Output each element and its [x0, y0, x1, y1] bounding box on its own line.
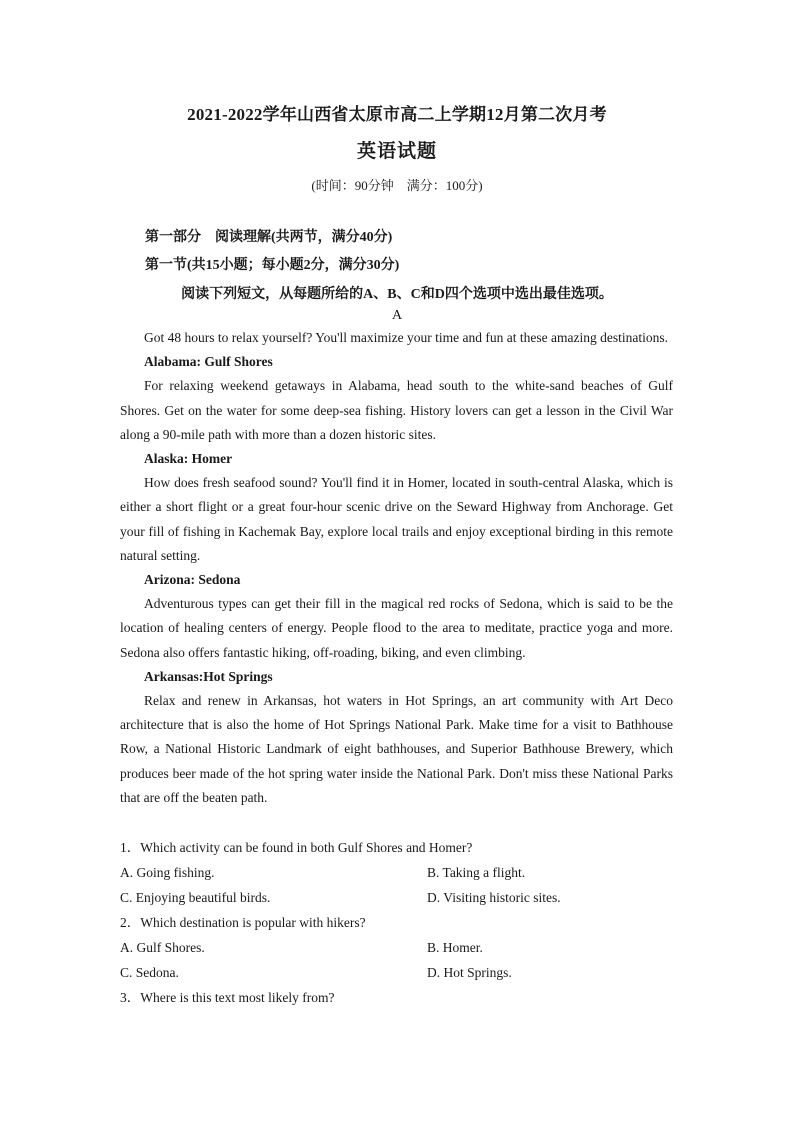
option-d[interactable]: D. Visiting historic sites.: [427, 890, 561, 905]
exam-subject: 英语试题: [356, 141, 437, 162]
option-c[interactable]: C. Enjoying beautiful birds.: [120, 890, 271, 905]
option-row: [120, 935, 680, 960]
option-row: [120, 860, 680, 885]
passage-body: [120, 326, 673, 810]
option-a[interactable]: A. Gulf Shores.: [120, 940, 205, 955]
option-a[interactable]: A. Going fishing.: [120, 865, 215, 880]
destination-heading: Arkansas:Hot Springs: [144, 668, 273, 684]
question-list: [120, 835, 680, 1010]
option-b[interactable]: B. Taking a flight.: [427, 865, 526, 880]
destination-text: Relax and renew in Arkansas, hot waters in Hot Springs, an art community with Art Deco architecture that is also the home of Hot Springs National Park. Make time for a visit to Bathhouse Row, a National Historic Landmark of eight bathhouses, and Superior Bathhouse Brewery, which produces beer made of the hot spring water inside the National Park. Don't miss these National Parks that are off the beaten path.: [120, 693, 673, 805]
option-b[interactable]: B. Homer.: [427, 940, 483, 955]
option-d[interactable]: D. Hot Springs.: [427, 965, 512, 980]
question-stem: 2．Which destination is popular with hikers?: [120, 915, 366, 930]
option-c[interactable]: C. Sedona.: [120, 965, 179, 980]
destination-heading: Alabama: Gulf Shores: [144, 354, 273, 370]
destination-text: How does fresh seafood sound? You'll find it in Homer, located in south-central Alaska, which is either a short flight or a great four-hour scenic drive on the Seward Highway from Anchorage. Get your fill of fishing in Kachemak Bay, explore local trails and enjoy exceptional birding in this remote natural setting.: [120, 475, 673, 563]
question-stem: 1．Which activity can be found in both Gulf Shores and Homer?: [120, 840, 473, 855]
destination-text: For relaxing weekend getaways in Alabama, head south to the white-sand beaches of Gulf Shores. Get on the water for some deep-sea fishing. History lovers can get a lesson in the Civil War along a 90-mile path with more than a dozen historic sites.: [120, 378, 673, 442]
option-row: [120, 960, 680, 985]
passage-intro: Got 48 hours to relax yourself? You'll maximize your time and fun at these amazing destinations.: [144, 330, 668, 345]
destination-text: Adventurous types can get their fill in the magical red rocks of Sedona, which is said to be the location of healing centers of energy. People flood to the area to meditate, practice yoga and more. Sedona also offers fantastic hiking, off-roading, biking, and even climbing.: [120, 596, 673, 660]
passage-label: A: [391, 308, 403, 323]
option-row: [120, 885, 680, 910]
section-instruction: 阅读下列短文，从每题所给的A、B、C和D四个选项中选出最佳选项。: [181, 287, 613, 302]
part-heading: 第一部分 阅读理解(共两节，满分40分): [145, 230, 393, 245]
exam-title: 2021-2022学年山西省太原市高二上学期12月第二次月考: [187, 105, 607, 124]
question-stem: 3．Where is this text most likely from?: [120, 990, 335, 1005]
destination-heading: Alaska: Homer: [144, 451, 233, 467]
destination-heading: Arizona: Sedona: [144, 572, 241, 588]
section-heading: 第一节(共15小题；每小题2分，满分30分): [145, 258, 400, 273]
exam-time-info: (时间：90分钟 满分：100分): [311, 178, 483, 193]
